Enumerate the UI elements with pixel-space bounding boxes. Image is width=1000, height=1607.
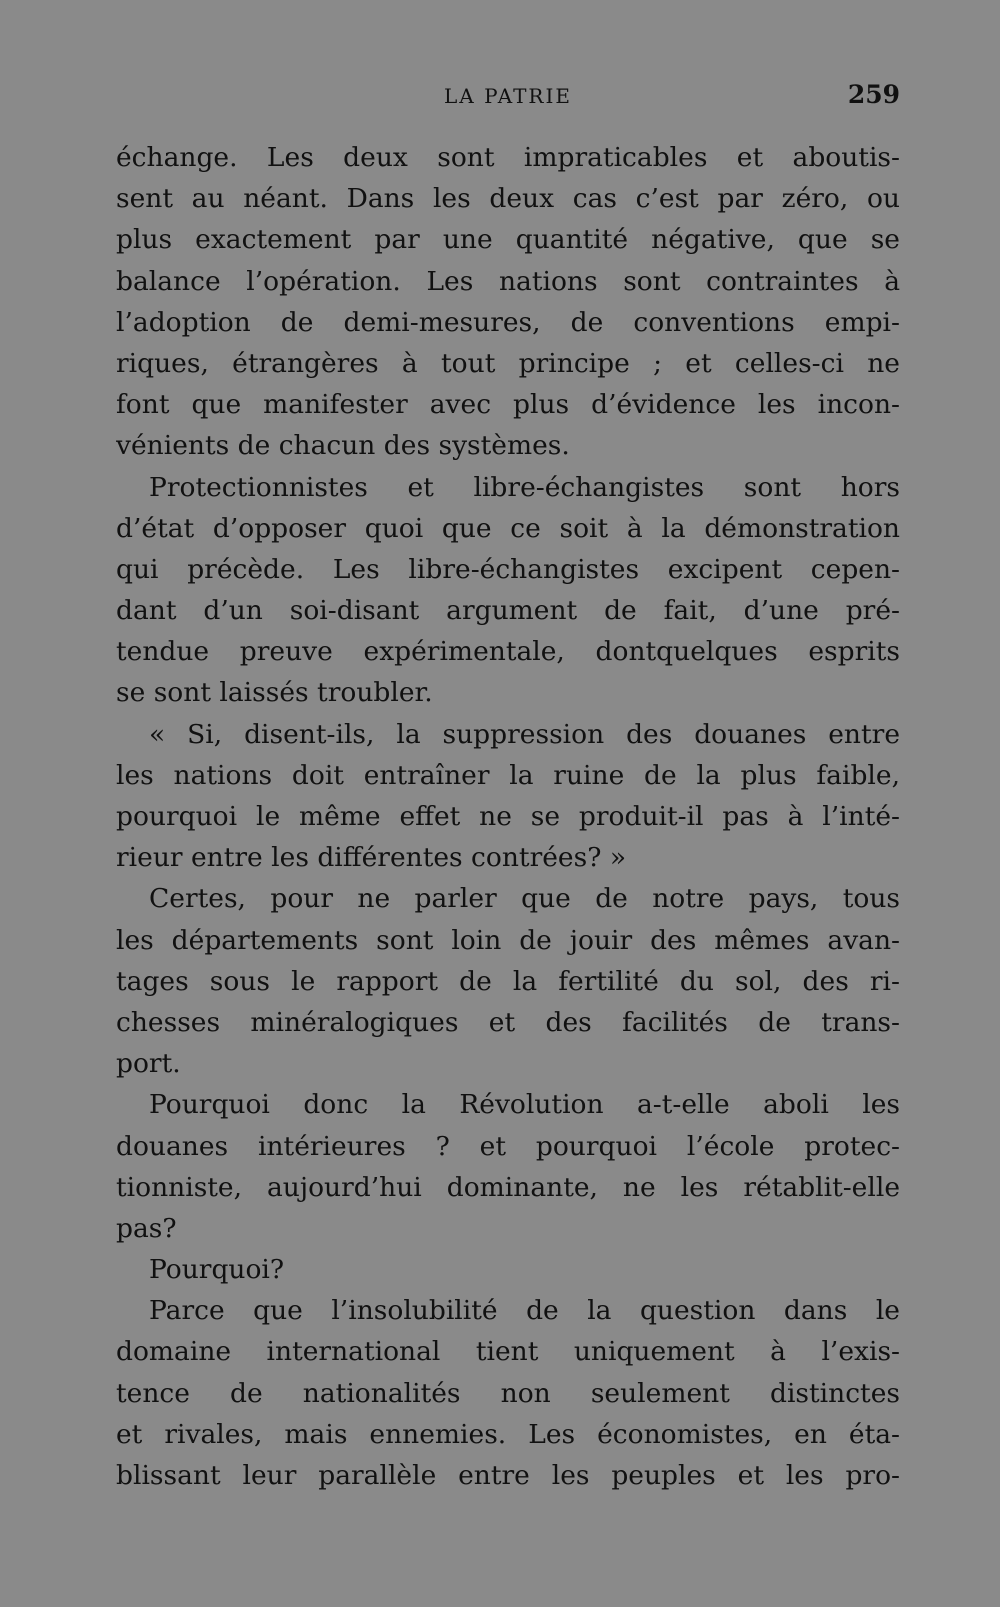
text-line: d’état d’opposer quoi que ce soit à la démonstration (116, 512, 900, 544)
text-line: les départements sont loin de jouir des mêmes avan- (116, 924, 900, 956)
text-line: les nations doit entraîner la ruine de la plus faible, (116, 759, 900, 791)
text-line: blissant leur parallèle entre les peuples et les pro- (116, 1460, 900, 1491)
text-line: pourquoi le même effet ne se produit-il pas à l’inté- (116, 801, 900, 832)
text-line: port. (116, 1048, 181, 1080)
text-line: rieur entre les différentes contrées? » (116, 842, 627, 874)
text-line: vénients de chacun des systèmes. (116, 430, 570, 462)
text-line: douanes intérieures ? et pourquoi l’école protec- (116, 1130, 900, 1162)
text-line: plus exactement par une quantité négative, que se (116, 224, 900, 256)
text-line: « Si, disent-ils, la suppression des douanes entre (149, 718, 900, 750)
text-line: tages sous le rapport de la fertilité du sol, des ri- (116, 965, 900, 997)
running-title: LA PATRIE (444, 84, 572, 108)
text-line: balance l’opération. Les nations sont contraintes à (116, 265, 900, 297)
text-line: tendue preuve expérimentale, dontquelques esprits (116, 636, 900, 668)
text-line: se sont laissés troubler. (116, 677, 433, 709)
text-line: tence de nationalités non seulement distinctes (116, 1377, 900, 1409)
text-line: Certes, pour ne parler que de notre pays, tous (149, 883, 900, 915)
body-text (116, 137, 900, 1496)
text-line: l’adoption de demi-mesures, de conventions empi- (116, 306, 900, 338)
page-number: 259 (847, 80, 900, 109)
text-line: domaine international tient uniquement à l’exis- (116, 1336, 900, 1368)
text-line: tionniste, aujourd’hui dominante, ne les rétablit-elle (116, 1171, 900, 1203)
text-line: chesses minéralogiques et des facilités de trans- (116, 1006, 900, 1038)
text-line: échange. Les deux sont impraticables et aboutis- (116, 142, 900, 173)
text-line: sent au néant. Dans les deux cas c’est par zéro, ou (116, 183, 900, 215)
text-line: riques, étrangères à tout principe ; et celles-ci ne (116, 347, 900, 379)
running-head (116, 80, 900, 114)
text-line: et rivales, mais ennemies. Les économistes, en éta- (116, 1418, 900, 1450)
text-line: dant d’un soi-disant argument de fait, d’une pré- (116, 595, 900, 627)
text-line: Pourquoi donc la Révolution a-t-elle aboli les (149, 1089, 900, 1121)
text-line: font que manifester avec plus d’évidence les incon- (116, 389, 900, 421)
text-line: qui précède. Les libre-échangistes excipent cepen- (116, 553, 900, 585)
text-line: pas? (116, 1212, 177, 1244)
text-line: Parce que l’insolubilité de la question dans le (149, 1295, 900, 1327)
text-line: Pourquoi? (149, 1254, 285, 1286)
text-line: Protectionnistes et libre-échangistes sont hors (149, 471, 900, 503)
